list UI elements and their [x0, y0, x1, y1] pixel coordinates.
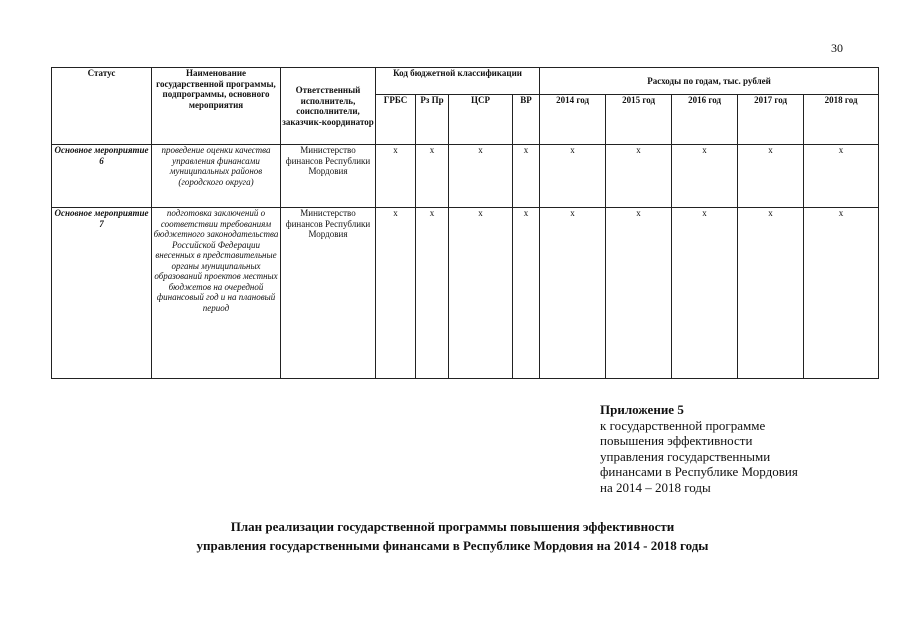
- row-status: Основное мероприятие 6: [52, 145, 152, 208]
- header-status: Статус: [52, 68, 152, 145]
- header-rzpr: Рз Пр: [416, 95, 449, 145]
- cell-rzpr: х: [416, 145, 449, 208]
- appendix-line: управления государственными: [600, 448, 771, 464]
- header-responsible: Ответственный исполнитель, соисполнители, заказчик-координатор: [281, 68, 376, 145]
- plan-title-line: управления государственными финансами в Республике Мордовия на 2014 - 2018 годы: [196, 538, 709, 553]
- header-vr: ВР: [513, 95, 540, 145]
- appendix-line: финансами в Республике Мордовия: [600, 464, 798, 479]
- appendix-note: [600, 402, 798, 495]
- header-2015: 2015 год: [606, 95, 672, 145]
- cell-2015: х: [606, 145, 672, 208]
- plan-title: [0, 517, 905, 555]
- cell-vr: х: [513, 208, 540, 379]
- cell-vr: х: [513, 145, 540, 208]
- cell-2017: х: [738, 208, 804, 379]
- header-budget-code: Код бюджетной классификации: [376, 68, 540, 95]
- table-row: [52, 208, 879, 379]
- appendix-line: на 2014 – 2018 годы: [600, 479, 711, 495]
- row-responsible: Министерство финансов Республики Мордовия: [281, 208, 376, 379]
- appendix-line: к государственной программе: [600, 417, 766, 433]
- header-2017: 2017 год: [738, 95, 804, 145]
- row-event: проведение оценки качества управления финансами муниципальных районов (городского округа): [152, 145, 281, 208]
- cell-csr: х: [449, 208, 513, 379]
- cell-2016: х: [672, 208, 738, 379]
- cell-2015: х: [606, 208, 672, 379]
- table-row: [52, 145, 879, 208]
- header-2018: 2018 год: [804, 95, 879, 145]
- appendix-line: повышения эффективности: [600, 433, 753, 448]
- row-responsible: Министерство финансов Республики Мордовия: [281, 145, 376, 208]
- header-expenses: Расходы по годам, тыс. рублей: [540, 68, 879, 95]
- header-2014: 2014 год: [540, 95, 606, 145]
- plan-title-line: План реализации государственной программы повышения эффективности: [230, 519, 675, 534]
- row-status: Основное мероприятие 7: [52, 208, 152, 379]
- appendix-title: Приложение 5: [600, 402, 684, 417]
- cell-2014: х: [540, 145, 606, 208]
- page-number: 30: [831, 41, 843, 55]
- plan-table: [51, 67, 879, 379]
- cell-grbs: х: [376, 208, 416, 379]
- cell-2018: х: [804, 145, 879, 208]
- cell-rzpr: х: [416, 208, 449, 379]
- cell-2014: х: [540, 208, 606, 379]
- cell-2016: х: [672, 145, 738, 208]
- cell-grbs: х: [376, 145, 416, 208]
- header-program-name: Наименование государственной программы, подпрограммы, основного мероприятия: [152, 68, 281, 145]
- cell-2018: х: [804, 208, 879, 379]
- header-2016: 2016 год: [672, 95, 738, 145]
- cell-2017: х: [738, 145, 804, 208]
- header-grbs: ГРБС: [376, 95, 416, 145]
- cell-csr: х: [449, 145, 513, 208]
- header-csr: ЦСР: [449, 95, 513, 145]
- row-event: подготовка заключений о соответствии требованиям бюджетного законодательства Российской Федерации внесенных в представительные органы муниципальных образований проектов местных бюджетов на очередной финансовый год и на плановый период: [152, 208, 281, 379]
